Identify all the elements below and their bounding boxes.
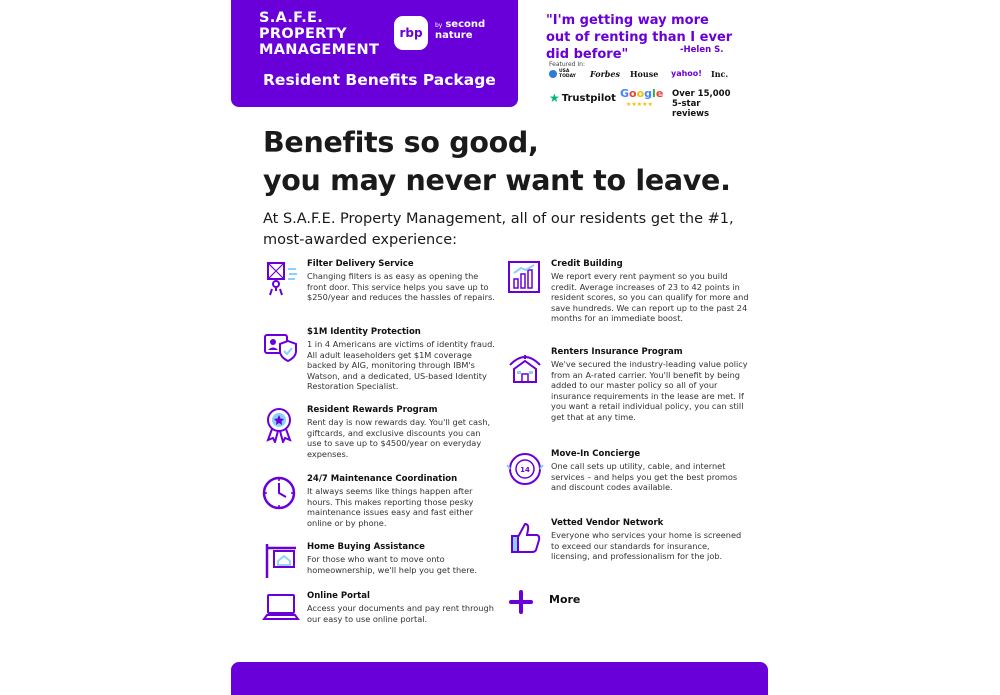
benefit-title: Filter Delivery Service	[307, 259, 414, 269]
header-banner	[231, 0, 518, 107]
identity-shield-icon	[262, 327, 300, 365]
page-headline	[263, 124, 763, 200]
usa-today-logo: USA TODAY	[549, 69, 577, 79]
benefit-title: Vetted Vendor Network	[551, 518, 664, 528]
benefit-description: Access your documents and pay rent through our easy to use online portal.	[307, 603, 494, 624]
package-title: Resident Benefits Package	[263, 71, 496, 89]
benefit-title: Credit Building	[551, 259, 623, 269]
intro-text: At S.A.F.E. Property Management, all of our residents get the #1, most-awarded experience:	[263, 211, 734, 248]
credit-chart-icon	[506, 259, 544, 297]
thumbs-up-icon	[506, 518, 544, 556]
trustpilot-star-icon: ★	[549, 91, 560, 105]
filter-delivery-icon	[262, 259, 300, 297]
plus-icon	[509, 590, 533, 614]
benefit-title: 24/7 Maintenance Coordination	[307, 474, 458, 484]
partner-name: second nature	[435, 19, 486, 41]
benefit-title: $1M Identity Protection	[307, 327, 421, 337]
google-rating-stars: ★★★★★	[626, 101, 653, 108]
benefit-title: Online Portal	[307, 591, 370, 601]
benefit-description: 1 in 4 Americans are victims of identity fraud. All adult leaseholders get $1M coverage backed by AIG, monitoring through IBM's Watson, and a dedicated, US-based Identity Restoration Specialist.	[307, 339, 495, 392]
reviews-count: Over 15,000 5-star reviews	[672, 89, 731, 119]
insured-house-icon	[506, 347, 544, 385]
more-label: More	[549, 593, 581, 606]
testimonial-author: -Helen S.	[680, 45, 724, 55]
usa-today-dot-icon	[549, 70, 557, 78]
benefit-title: Renters Insurance Program	[551, 347, 683, 357]
forbes-logo: Forbes	[590, 69, 620, 79]
clock-icon	[262, 474, 300, 512]
svg-text:14: 14	[520, 466, 530, 474]
rewards-ribbon-icon	[262, 405, 300, 443]
footer-banner	[231, 662, 768, 695]
headline-line-1: Benefits so good,	[263, 126, 539, 159]
google-logo: Google	[620, 87, 664, 100]
house-logo: House	[630, 69, 659, 79]
company-name: S.A.F.E. PROPERTY MANAGEMENT	[259, 10, 380, 58]
featured-label: Featured In:	[549, 61, 585, 68]
yahoo-logo: yahoo!	[671, 69, 702, 78]
trustpilot-logo: ★ Trustpilot	[549, 91, 616, 105]
testimonial-quote: "I'm getting way more out of renting than I ever did before"	[546, 13, 733, 62]
house-sign-icon	[262, 542, 300, 580]
benefit-description: For those who want to move onto homeownership, we'll help you get there.	[307, 554, 478, 575]
headline-line-2: you may never want to leave.	[263, 164, 731, 197]
benefit-description: Everyone who services your home is screened to exceed our standards for insurance, licensing, and professionalism for the job.	[551, 530, 742, 562]
benefit-title: Resident Rewards Program	[307, 405, 438, 415]
benefit-description: Rent day is now rewards day. You'll get cash, giftcards, and exclusive discounts you can use to save up to $4500/year on everyday expenses.	[307, 417, 491, 459]
laptop-icon	[262, 591, 300, 629]
benefit-description: It always seems like things happen after hours. This makes reporting those pesky maintenance issues easy and fast either online or by phone.	[307, 486, 474, 528]
partner-by: by	[435, 22, 443, 29]
benefit-description: We report every rent payment so you build credit. Average increases of 23 to 42 points in resident scores, so you can qualify for more and save hundreds. We can report up to the past 24 months for an immediate boost.	[551, 271, 749, 324]
benefit-description: We've secured the industry-leading value policy from an A-rated carrier. You'll benefit by being added to our master policy so all of your insurance requirements in the lease are met. If you want a retail individual policy, you can still get that at any time.	[551, 359, 748, 422]
rbp-logo: rbp	[394, 16, 428, 50]
benefit-title: Home Buying Assistance	[307, 542, 425, 552]
benefit-description: One call sets up utility, cable, and internet services – and helps you get the best promos and discount codes available.	[551, 461, 738, 493]
partner-logo	[435, 20, 515, 41]
concierge-clock-icon	[506, 449, 544, 487]
benefit-title: Move-In Concierge	[551, 449, 641, 459]
benefit-description: Changing filters is as easy as opening the front door. This service helps you save up to $250/year and reduces the hassles of repairs.	[307, 271, 495, 303]
inc-logo: Inc.	[711, 69, 729, 79]
